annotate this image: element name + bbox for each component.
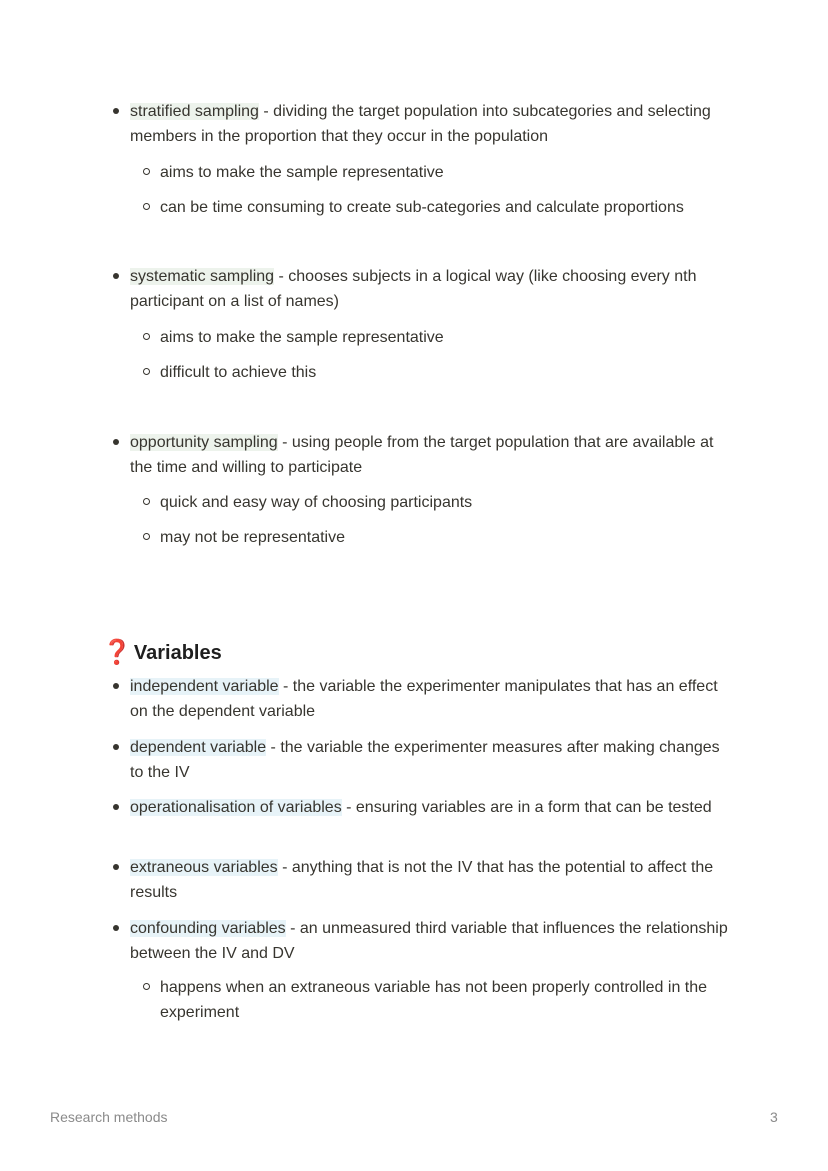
term-definition: - the variable the experimenter manipulates that has an effect on the dependent variable xyxy=(130,678,718,720)
term-definition: - anything that is not the IV that has the potential to affect the results xyxy=(130,859,714,901)
bullet-systematic-sampling xyxy=(130,264,730,314)
sub-bullet: may not be representative xyxy=(160,525,730,550)
term-definition: - dividing the target population into subcategories and selecting members in the proportion that they occur in the population xyxy=(130,103,711,145)
bullet-confounding-variables xyxy=(130,916,730,966)
sub-bullet: can be time consuming to create sub-categories and calculate proportions xyxy=(160,195,730,220)
term-highlight: operationalisation of variables xyxy=(130,799,342,816)
term-highlight: stratified sampling xyxy=(130,103,259,120)
term-definition: - using people from the target population that are available at the time and willing to participate xyxy=(130,434,714,476)
sub-bullet: quick and easy way of choosing participants xyxy=(160,490,730,515)
bullet-extraneous-variables xyxy=(130,855,730,905)
bullet-stratified-sampling xyxy=(130,99,730,149)
footer-document-title: Research methods xyxy=(50,1109,168,1125)
sub-bullet: aims to make the sample representative xyxy=(160,160,730,185)
term-highlight: extraneous variables xyxy=(130,859,278,876)
section-heading-variables xyxy=(102,638,222,668)
sub-bullet: difficult to achieve this xyxy=(160,360,730,385)
bullet-dependent-variable xyxy=(130,735,730,785)
bullet-operationalisation xyxy=(130,795,730,820)
bullet-opportunity-sampling xyxy=(130,430,730,480)
section-title: Variables xyxy=(133,642,222,664)
term-highlight: confounding variables xyxy=(130,920,286,937)
term-definition: - chooses subjects in a logical way (like choosing every nth participant on a list of names) xyxy=(130,268,697,310)
term-highlight: dependent variable xyxy=(130,739,267,756)
sub-bullet: happens when an extraneous variable has not been properly controlled in the experiment xyxy=(160,975,730,1025)
question-mark-icon: ❓ xyxy=(102,639,132,666)
term-definition: - the variable the experimenter measures after making changes to the IV xyxy=(130,739,720,781)
term-highlight: systematic sampling xyxy=(130,268,275,285)
footer-page-number: 3 xyxy=(770,1109,778,1125)
term-highlight: independent variable xyxy=(130,678,279,695)
term-highlight: opportunity sampling xyxy=(130,434,278,451)
sub-bullet: aims to make the sample representative xyxy=(160,325,730,350)
term-definition: - an unmeasured third variable that influences the relationship between the IV and DV xyxy=(130,920,728,962)
term-definition: - ensuring variables are in a form that can be tested xyxy=(341,799,712,816)
bullet-independent-variable xyxy=(130,674,730,724)
